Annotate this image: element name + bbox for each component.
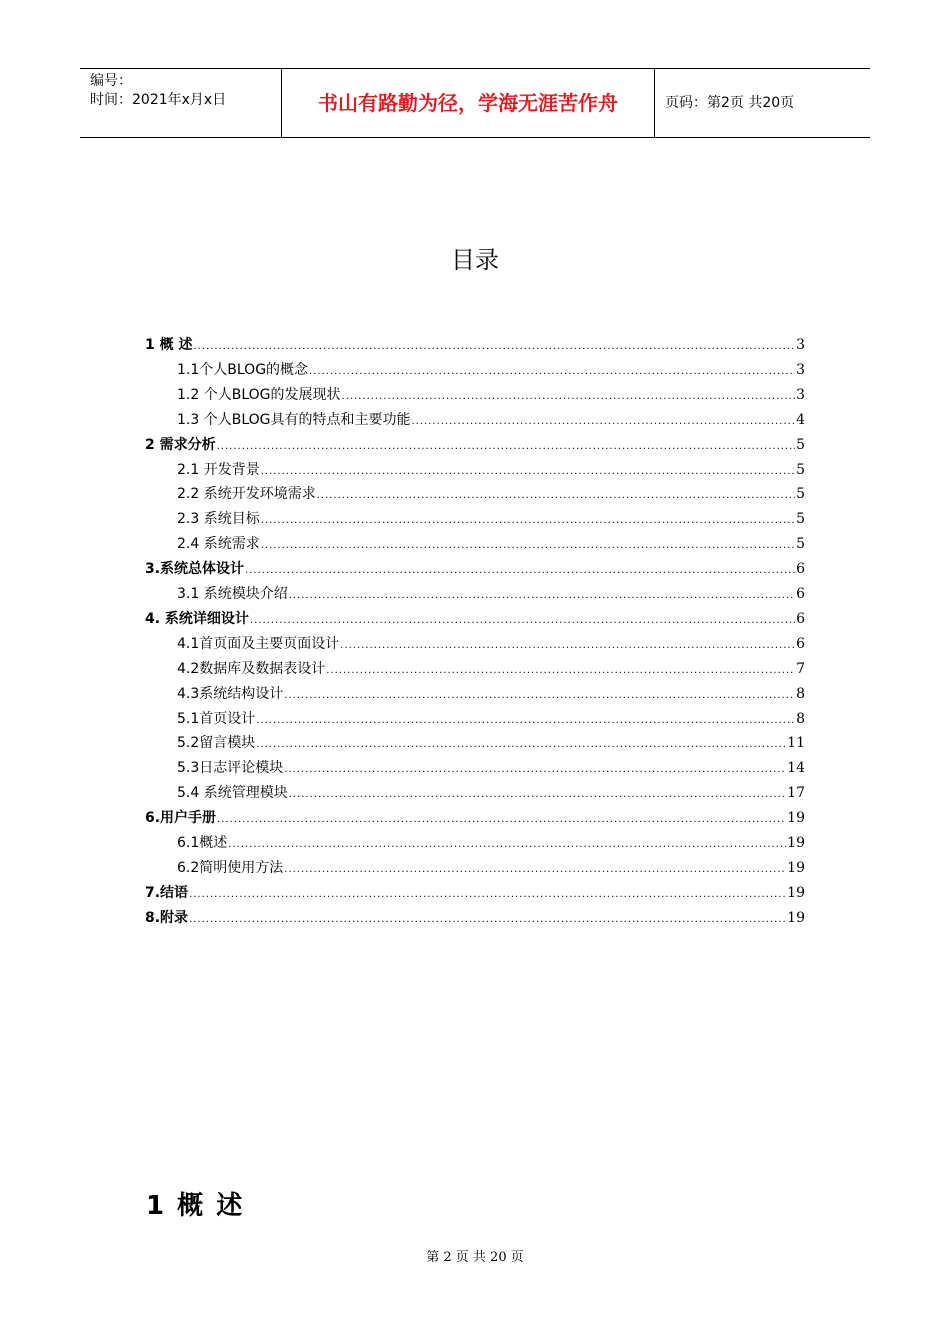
toc-entry-page: 19 (787, 884, 805, 901)
toc-entry[interactable] (145, 882, 805, 906)
page-header (80, 68, 870, 138)
toc-entry-page: 3 (796, 337, 805, 353)
toc-entry-page: 8 (796, 685, 805, 702)
toc-leader-dots (245, 565, 795, 576)
toc-leader-dots (228, 839, 786, 850)
header-page-info: 页码：第2页 共20页 (665, 95, 795, 111)
toc-entry[interactable] (177, 633, 805, 657)
toc-entry[interactable] (177, 583, 805, 607)
toc-entry[interactable] (145, 334, 805, 358)
toc-entry[interactable] (177, 384, 805, 408)
toc-entry-title: 6.2简明使用方法 (177, 859, 284, 876)
toc-leader-dots (289, 590, 795, 601)
toc-entry[interactable] (177, 757, 805, 781)
toc-entry-title: 5.3日志评论模块 (177, 760, 284, 777)
section-heading: 1 概 述 (146, 1191, 245, 1221)
toc-leader-dots (256, 715, 795, 726)
toc-entry-title: 7.结语 (145, 884, 189, 901)
toc-leader-dots (217, 814, 786, 825)
toc-entry-title: 3.系统总体设计 (145, 561, 245, 578)
toc-entry-page: 5 (796, 436, 805, 453)
toc-entry[interactable] (177, 459, 805, 483)
toc-entry[interactable] (177, 508, 805, 532)
toc-entry-page: 5 (796, 536, 805, 553)
toc-entry-page: 3 (796, 386, 805, 403)
toc-leader-dots (342, 391, 796, 402)
toc-entry-page: 19 (787, 810, 805, 827)
toc-leader-dots (189, 914, 786, 925)
toc-entry-page: 5 (796, 461, 805, 478)
toc-entry-title: 5.2留言模块 (177, 735, 256, 752)
toc-entry-title: 1.3 个人BLOG具有的特点和主要功能 (177, 411, 411, 428)
toc-leader-dots (284, 864, 786, 875)
toc-entry[interactable] (145, 434, 805, 458)
toc-entry[interactable] (177, 732, 805, 756)
toc-entry-page: 3 (796, 361, 805, 378)
toc-leader-dots (261, 466, 795, 477)
toc-entry-page: 17 (787, 785, 805, 802)
toc-entry[interactable] (177, 708, 805, 732)
toc-entry-page: 8 (796, 710, 805, 727)
toc-entry-title: 4.2数据库及数据表设计 (177, 660, 326, 677)
toc-leader-dots (340, 640, 795, 651)
toc-leader-dots (189, 889, 786, 900)
toc-leader-dots (317, 490, 795, 501)
toc-entry[interactable] (177, 483, 805, 507)
toc-entry-title: 3.1 系统模块介绍 (177, 586, 288, 602)
toc-entry-page: 19 (787, 859, 805, 876)
toc-entry-title: 2.4 系统需求 (177, 536, 260, 553)
toc-entry-page: 6 (796, 610, 805, 627)
toc-entry-page: 11 (787, 735, 805, 752)
toc-leader-dots (309, 366, 795, 377)
toc-entry-page: 6 (796, 561, 805, 578)
toc-entry[interactable] (177, 359, 805, 383)
toc-entry-title: 2.1 开发背景 (177, 461, 260, 478)
toc-entry-page: 7 (796, 660, 805, 677)
toc-entry-page: 4 (796, 411, 805, 428)
toc-entry-title: 2 需求分析 (145, 436, 216, 453)
toc-entry[interactable] (145, 558, 805, 582)
toc-entry-page: 5 (796, 486, 805, 503)
toc-entry-page: 6 (796, 635, 805, 652)
toc-leader-dots (256, 739, 786, 750)
toc-entry-title: 1 概 述 (145, 337, 193, 353)
toc-entry-title: 8.附录 (145, 909, 189, 926)
toc-entry[interactable] (177, 782, 805, 806)
toc-entry[interactable] (177, 857, 805, 881)
toc-entry-title: 4.1首页面及主要页面设计 (177, 635, 340, 652)
toc-entry-title: 1.2 个人BLOG的发展现状 (177, 386, 341, 403)
toc-entry-page: 6 (796, 586, 805, 602)
toc-entry-title: 2.2 系统开发环境需求 (177, 486, 316, 503)
toc-entry-title: 6.用户手册 (145, 810, 217, 827)
header-meta (80, 69, 281, 137)
toc-title: 目录 (451, 246, 499, 274)
toc-leader-dots (284, 690, 795, 701)
time-label: 时间：2021年x月x日 (90, 92, 227, 108)
toc-entry[interactable] (177, 533, 805, 557)
toc-entry-page: 19 (787, 909, 805, 926)
toc-entry[interactable] (177, 683, 805, 707)
toc-entry-title: 1.1个人BLOG的概念 (177, 361, 309, 378)
toc-leader-dots (194, 341, 796, 352)
header-motto: 书山有路勤为径，学海无涯苦作舟 (281, 69, 655, 137)
toc-entry[interactable] (177, 832, 805, 856)
toc-leader-dots (217, 441, 795, 452)
toc-entry-title: 5.1首页设计 (177, 710, 256, 727)
toc-leader-dots (289, 789, 786, 800)
toc-leader-dots (250, 615, 795, 626)
toc-entry-page: 19 (787, 835, 805, 851)
code-label: 编号： (90, 73, 132, 89)
toc-leader-dots (326, 665, 795, 676)
toc-leader-dots (261, 515, 795, 526)
toc-entry[interactable] (145, 608, 805, 632)
toc-entry-page: 14 (787, 760, 805, 777)
page-footer: 第 2 页 共 20 页 (426, 1250, 524, 1265)
toc-entry-title: 6.1概述 (177, 835, 228, 851)
toc-entry-title: 2.3 系统目标 (177, 511, 260, 528)
toc-entry-title: 5.4 系统管理模块 (177, 785, 288, 802)
toc-entry-title: 4.3系统结构设计 (177, 685, 284, 702)
toc-entry[interactable] (145, 907, 805, 931)
toc-entry[interactable] (145, 807, 805, 831)
toc-leader-dots (261, 540, 795, 551)
toc-leader-dots (412, 416, 796, 427)
toc-leader-dots (284, 764, 786, 775)
toc-entry-title: 4. 系统详细设计 (145, 610, 249, 627)
toc-entry-page: 5 (796, 511, 805, 528)
toc-entry[interactable] (177, 409, 805, 433)
toc-entry[interactable] (177, 658, 805, 682)
